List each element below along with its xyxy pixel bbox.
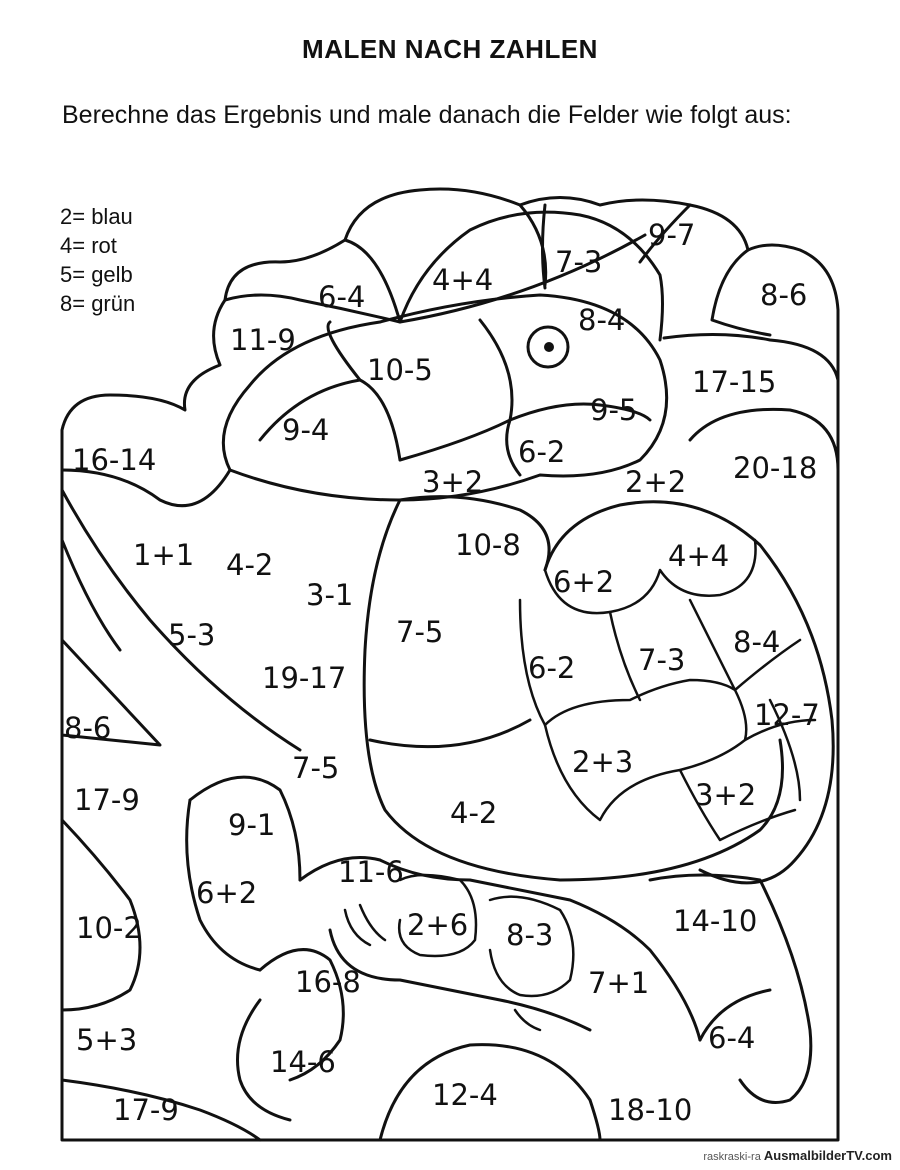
task-8-4-wing[interactable]: 8-4 <box>733 625 781 659</box>
task-9-5[interactable]: 9-5 <box>590 393 638 427</box>
beak-split <box>543 205 546 288</box>
task-10-8[interactable]: 10-8 <box>455 528 521 562</box>
task-16-14[interactable]: 16-14 <box>72 443 157 477</box>
talon-2 <box>360 905 385 940</box>
task-8-6-top[interactable]: 8-6 <box>760 278 808 312</box>
task-17-9-bottom[interactable]: 17-9 <box>113 1093 179 1127</box>
watermark-credit <box>703 1148 892 1163</box>
wing-feather-2 <box>610 612 640 700</box>
claw-3 <box>515 1010 540 1030</box>
task-2+3[interactable]: 2+3 <box>572 745 634 779</box>
head-inner-5 <box>480 320 512 420</box>
task-7-3-wing[interactable]: 7-3 <box>638 643 686 677</box>
body-divide <box>370 720 530 747</box>
task-5+3[interactable]: 5+3 <box>76 1023 138 1057</box>
task-20-18[interactable]: 20-18 <box>733 451 818 485</box>
task-7-5-left[interactable]: 7-5 <box>292 751 340 785</box>
task-4+4-top[interactable]: 4+4 <box>432 263 494 297</box>
task-2+2[interactable]: 2+2 <box>625 465 687 499</box>
legend-item-green: 8= grün <box>60 291 136 316</box>
legend-item-yellow: 5= gelb <box>60 262 133 287</box>
task-4-2-left[interactable]: 4-2 <box>226 548 274 582</box>
credit-brand: AusmalbilderTV.com <box>763 1148 892 1163</box>
left-branch-bottom <box>62 530 120 650</box>
task-12-7[interactable]: 12-7 <box>754 698 820 732</box>
task-18-10[interactable]: 18-10 <box>608 1093 693 1127</box>
task-6-2-head[interactable]: 6-2 <box>518 435 566 469</box>
task-10-5[interactable]: 10-5 <box>367 353 433 387</box>
task-9-1[interactable]: 9-1 <box>228 808 276 842</box>
task-6-4-top[interactable]: 6-4 <box>318 280 366 314</box>
task-3+2-wing[interactable]: 3+2 <box>695 778 757 812</box>
instruction-text: Berechne das Ergebnis und male danach die Felder wie folgt aus: <box>62 101 792 129</box>
task-12-4[interactable]: 12-4 <box>432 1078 498 1112</box>
task-11-6[interactable]: 11-6 <box>338 855 404 889</box>
task-11-9[interactable]: 11-9 <box>230 323 296 357</box>
task-1+1[interactable]: 1+1 <box>133 538 195 572</box>
task-17-15[interactable]: 17-15 <box>692 365 777 399</box>
task-7-3-top[interactable]: 7-3 <box>555 245 603 279</box>
task-3-1[interactable]: 3-1 <box>306 578 354 612</box>
task-7+1[interactable]: 7+1 <box>588 966 650 1000</box>
task-6-4-bottom[interactable]: 6-4 <box>708 1021 756 1055</box>
task-14-6[interactable]: 14-6 <box>270 1045 336 1079</box>
page-title: MALEN NACH ZAHLEN <box>302 34 598 64</box>
task-8-4-eye[interactable]: 8-4 <box>578 303 626 337</box>
credit-site: raskraski-ra <box>703 1151 761 1163</box>
talon-1 <box>345 910 370 945</box>
task-14-10[interactable]: 14-10 <box>673 904 758 938</box>
task-4+4-wing[interactable]: 4+4 <box>668 539 730 573</box>
task-10-2[interactable]: 10-2 <box>76 911 142 945</box>
task-8-6-triangle[interactable]: 8-6 <box>64 711 112 745</box>
top-leaf-1 <box>225 295 400 322</box>
task-6+2-wing[interactable]: 6+2 <box>553 565 615 599</box>
task-6-2-wing[interactable]: 6-2 <box>528 651 576 685</box>
task-8-3[interactable]: 8-3 <box>506 918 554 952</box>
legend-item-red: 4= rot <box>60 233 117 258</box>
task-7-5-body[interactable]: 7-5 <box>396 615 444 649</box>
task-3+2-head[interactable]: 3+2 <box>422 465 484 499</box>
eye-pupil <box>544 342 554 352</box>
task-9-4[interactable]: 9-4 <box>282 413 330 447</box>
head-inner-1 <box>260 380 400 460</box>
task-19-17[interactable]: 19-17 <box>262 661 347 695</box>
task-17-9-left[interactable]: 17-9 <box>74 783 140 817</box>
task-4-2-body[interactable]: 4-2 <box>450 796 498 830</box>
task-6+2-left[interactable]: 6+2 <box>196 876 258 910</box>
task-2+6[interactable]: 2+6 <box>407 908 469 942</box>
task-16-8[interactable]: 16-8 <box>295 965 361 999</box>
legend-item-blue: 2= blau <box>60 204 133 229</box>
task-5-3[interactable]: 5-3 <box>168 618 216 652</box>
task-9-7[interactable]: 9-7 <box>648 218 696 252</box>
